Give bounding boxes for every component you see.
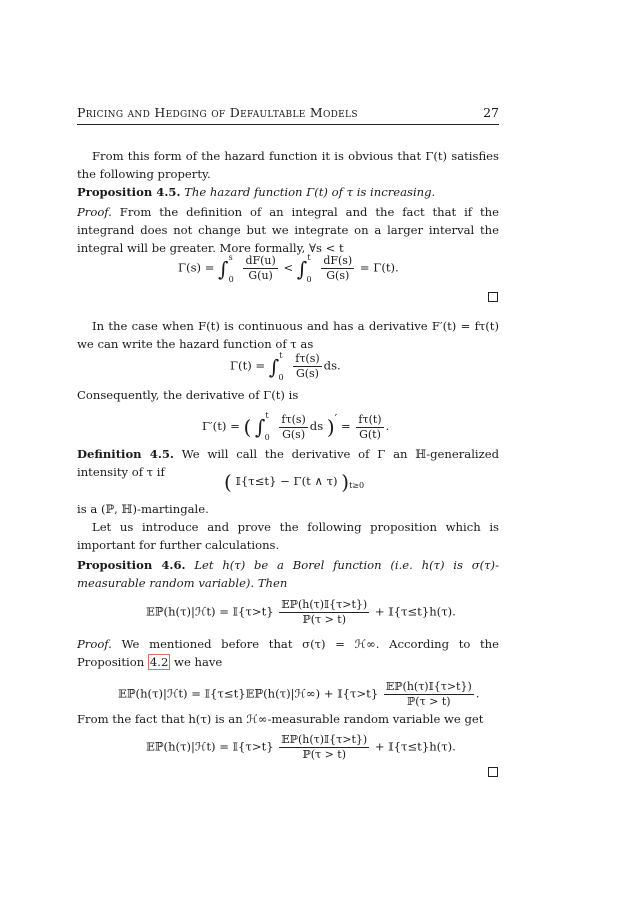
denominator: G(u): [248, 269, 273, 282]
fraction: [279, 598, 369, 627]
paragraph-measurable: From the fact that h(τ) is an ℋ∞-measurable random variable we get: [77, 712, 484, 726]
integral-upper-limit: t: [307, 252, 311, 262]
definition-text: We will call the derivative of Γ an ℍ-generalized intensity of τ if: [77, 447, 499, 479]
paragraph-derivative: Consequently, the derivative of Γ(t) is: [77, 388, 299, 402]
right-paren: ): [326, 415, 335, 439]
denominator: G(s): [326, 269, 350, 282]
integral-lower-limit: 0: [278, 372, 284, 382]
eq-lhs: Γ(t) =: [230, 358, 266, 373]
proof-1: [77, 203, 499, 257]
proposition-statement: Let h(τ) be a Borel function (i.e. h(τ) is σ(τ)-measurable random variable). Then: [77, 558, 499, 590]
proposition-label: Proposition 4.5.: [77, 185, 181, 199]
denominator: ℙ(τ > t): [302, 613, 347, 626]
integral-upper-limit: s: [228, 252, 233, 262]
proof-text: We mentioned before that σ(τ) = ℋ∞. According to the Proposition: [77, 637, 499, 669]
proposition-label: Proposition 4.6.: [77, 558, 186, 572]
equation-gamma-increasing: [178, 254, 399, 283]
fraction: [356, 413, 383, 442]
equation-martingale-process: [224, 470, 365, 494]
numerator: 𝔼ℙ(h(τ)𝕀{τ>t}): [281, 733, 368, 746]
integral-sign: ∫: [254, 415, 266, 439]
fraction: [243, 254, 277, 283]
numerator: 𝔼ℙ(h(τ)𝕀{τ>t}): [281, 598, 368, 611]
proof-text: From the definition of an integral and the fact that if the integrand does not change but we integrate on a larger interval the integral will be greater. More formally, ∀s < t: [77, 205, 499, 255]
paragraph-continuous-case: In the case when F(t) is continuous and has a derivative F′(t) = fτ(t) we can write the hazard function of τ as: [77, 319, 499, 351]
denominator: ℙ(τ > t): [407, 695, 451, 708]
eq-rhs: .: [475, 686, 480, 701]
eq-end: .: [385, 419, 390, 433]
equation-final: [146, 733, 456, 762]
equation-conditional-expectation: [146, 598, 456, 627]
eq-lhs: Γ′(t) =: [202, 419, 240, 433]
prime: ′: [334, 411, 338, 425]
denominator: G(s): [282, 427, 306, 441]
eq-lhs: 𝔼ℙ(h(τ)|ℋt) = 𝕀{τ>t}: [146, 604, 274, 619]
integral-lower-limit: 0: [264, 433, 270, 442]
equation-hazard-integral: [230, 352, 341, 381]
integral-lower-limit: 0: [228, 274, 234, 284]
qed-symbol: [488, 292, 498, 302]
denominator: ℙ(τ > t): [302, 748, 347, 761]
proof-label: Proof.: [77, 637, 112, 651]
proof-text-continued: we have: [174, 655, 223, 669]
integral-sign: ∫: [268, 354, 280, 379]
integral-upper-limit: t: [265, 411, 269, 420]
fraction: [293, 352, 321, 381]
numerator: dF(u): [245, 254, 276, 267]
numerator: 𝔼ℙ(h(τ)𝕀{τ>t}): [385, 680, 472, 693]
proof-label: Proof.: [77, 205, 112, 219]
equation-decomposition: [118, 680, 479, 709]
eq-lhs: 𝔼ℙ(h(τ)|ℋt) = 𝕀{τ>t}: [146, 739, 274, 754]
numerator: fτ(s): [295, 352, 320, 365]
fraction: [279, 413, 307, 442]
numerator: dF(s): [323, 254, 353, 267]
differential: ds: [309, 419, 324, 433]
left-paren: (: [224, 470, 232, 494]
left-paren: (: [243, 415, 252, 439]
eq-lhs: 𝔼ℙ(h(τ)|ℋt) = 𝕀{τ≤t}𝔼ℙ(h(τ)|ℋ∞) + 𝕀{τ>t}: [118, 686, 379, 701]
page-number: 27: [483, 105, 499, 120]
equation-gamma-derivative: [202, 410, 389, 442]
eq-rhs: + 𝕀{τ≤t}h(τ).: [374, 604, 456, 619]
right-paren: ): [341, 470, 350, 494]
process-index: t≥0: [349, 481, 365, 490]
paragraph-martingale: is a (ℙ, ℍ)-martingale.: [77, 502, 209, 516]
definition-label: Definition 4.5.: [77, 447, 174, 461]
proof-2: [77, 635, 499, 671]
eq-tail: ds.: [323, 358, 341, 373]
integral-sign: ∫: [296, 256, 308, 281]
eq-lhs: Γ(s) =: [178, 260, 215, 275]
proposition-4-6: [77, 556, 499, 592]
process-body: 𝕀{τ≤t} − Γ(t ∧ τ): [235, 474, 338, 488]
running-header: [77, 104, 499, 125]
integral-upper-limit: t: [279, 350, 283, 360]
equals: =: [341, 419, 351, 433]
integral-sign: ∫: [218, 256, 229, 281]
proposition-4-5: [77, 183, 499, 201]
proposition-statement: The hazard function Γ(t) of τ is increasing.: [184, 185, 436, 199]
fraction: [279, 733, 369, 762]
numerator: fτ(s): [281, 412, 306, 426]
running-title: Pricing and Hedging of Defaultable Models: [77, 105, 358, 120]
denominator: G(t): [359, 427, 381, 441]
qed-symbol: [488, 767, 498, 777]
paragraph-introduce: Let us introduce and prove the following proposition which is important for further calculations.: [77, 520, 499, 552]
relation-symbol: <: [283, 260, 294, 275]
proposition-reference-link[interactable]: 4.2: [149, 655, 169, 669]
integral-lower-limit: 0: [306, 274, 312, 284]
eq-rhs: = Γ(t).: [359, 260, 399, 275]
eq-rhs: + 𝕀{τ≤t}h(τ).: [374, 739, 456, 754]
fraction: [321, 254, 354, 283]
fraction: [384, 680, 474, 709]
denominator: G(s): [295, 367, 319, 380]
paragraph-hazard-property: From this form of the hazard function it is obvious that Γ(t) satisfies the following property.: [77, 149, 499, 181]
numerator: fτ(t): [358, 412, 382, 426]
